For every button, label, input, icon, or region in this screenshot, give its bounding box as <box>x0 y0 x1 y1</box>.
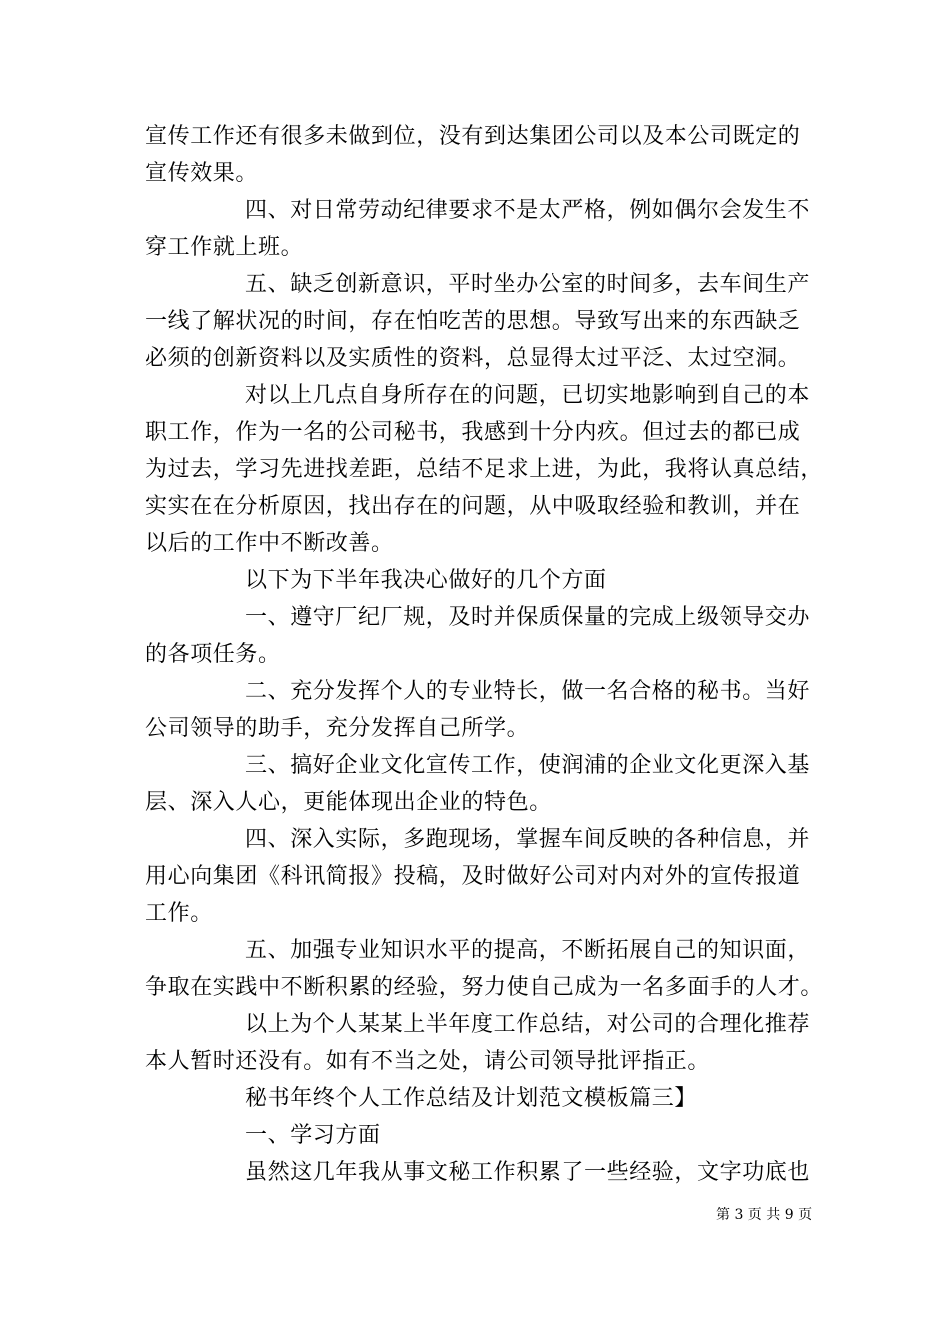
text-line: 四、深入实际，多跑现场，掌握车间反映的各种信息，并 <box>245 827 811 852</box>
text-line: 对以上几点自身所存在的问题，已切实地影响到自己的本 <box>245 383 811 408</box>
text-line: 用心向集团《科讯简报》投稿，及时做好公司对内对外的宣传报道 <box>145 864 801 889</box>
text-line: 三、搞好企业文化宣传工作，使润浦的企业文化更深入基 <box>245 753 811 778</box>
text-line: 必须的创新资料以及实质性的资料，总显得太过平泛、太过空洞。 <box>145 346 801 371</box>
text-line: 层、深入人心，更能体现出企业的特色。 <box>145 790 552 815</box>
text-line: 争取在实践中不断积累的经验，努力使自己成为一名多面手的人才。 <box>145 975 824 1000</box>
text-line: 二、充分发挥个人的专业特长，做一名合格的秘书。当好 <box>245 679 811 704</box>
text-line: 穿工作就上班。 <box>145 235 304 260</box>
text-line: 以下为下半年我决心做好的几个方面 <box>245 568 607 593</box>
text-line: 一线了解状况的时间，存在怕吃苦的思想。导致写出来的东西缺乏 <box>145 309 801 334</box>
text-line: 宣传效果。 <box>145 161 259 186</box>
text-line: 本人暂时还没有。如有不当之处，请公司领导批评指正。 <box>145 1049 711 1074</box>
text-line: 以上为个人某某上半年度工作总结，对公司的合理化推荐 <box>245 1012 811 1037</box>
text-line: 虽然这几年我从事文秘工作积累了一些经验，文字功底也 <box>245 1160 811 1185</box>
page-number-footer: 第 3 页 共 9 页 <box>716 1207 813 1223</box>
text-line: 以后的工作中不断改善。 <box>145 531 394 556</box>
text-line: 公司领导的助手，充分发挥自己所学。 <box>145 716 530 741</box>
text-line: 四、对日常劳动纪律要求不是太严格，例如偶尔会发生不 <box>245 198 811 223</box>
text-line: 一、遵守厂纪厂规，及时并保质保量的完成上级领导交办 <box>245 605 811 630</box>
text-line: 工作。 <box>145 901 213 926</box>
text-line: 宣传工作还有很多未做到位，没有到达集团公司以及本公司既定的 <box>145 124 801 149</box>
text-line: 五、缺乏创新意识，平时坐办公室的时间多，去车间生产 <box>245 272 811 297</box>
text-line: 的各项任务。 <box>145 642 281 667</box>
section-subheading: 一、学习方面 <box>245 1123 381 1148</box>
text-line: 职工作，作为一名的公司秘书，我感到十分内疚。但过去的都已成 <box>145 420 801 445</box>
text-line: 实实在在分析原因，找出存在的问题，从中吸取经验和教训，并在 <box>145 494 801 519</box>
text-line: 为过去，学习先进找差距，总结不足求上进，为此，我将认真总结， <box>145 457 824 482</box>
text-line: 五、加强专业知识水平的提高，不断拓展自己的知识面， <box>245 938 811 963</box>
section-heading: 秘书年终个人工作总结及计划范文模板篇三】 <box>245 1086 698 1111</box>
